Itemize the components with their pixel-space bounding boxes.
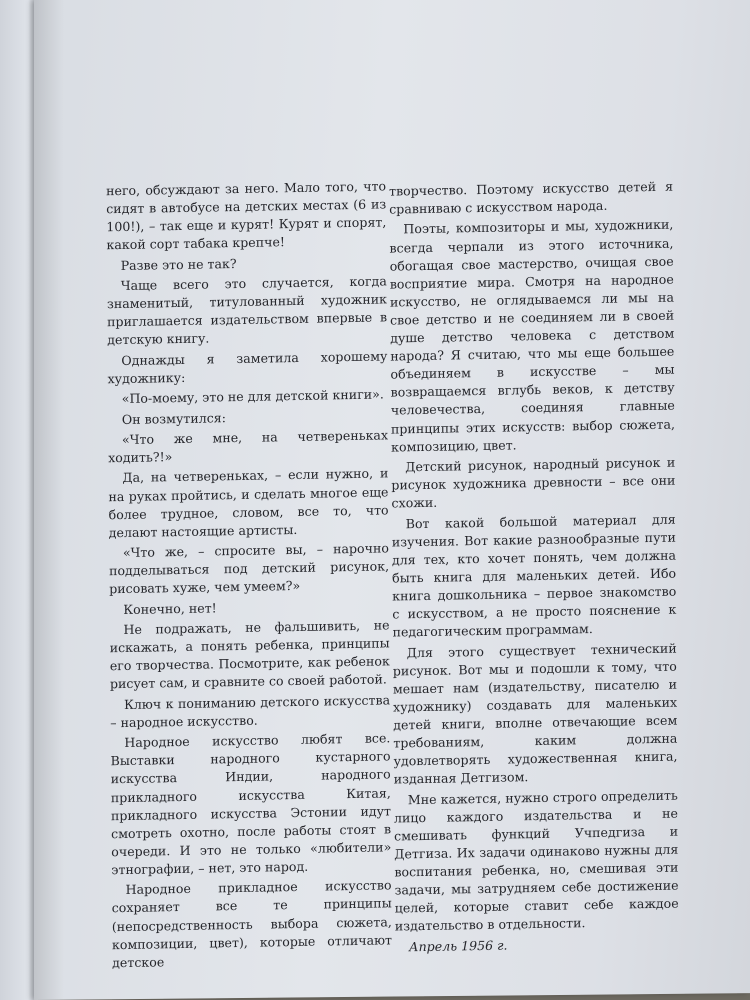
paragraph: Детский рисунок, народный рисунок и рисунок художника древности – все они схожи. — [391, 454, 676, 511]
paragraph: Народное искусство любят все. Выставки народного кустарного искусства Индии, народного прикладного искусства Китая, прикладного искусства Эстонии идут смотреть охотно, после работы стоят в очереди. И это не только «любители» этнографии, – нет, это народ. — [110, 730, 392, 878]
paragraph: Для этого существует технический рисунок. Вот мы и подошли к тому, что мешает нам (издательству, писателю и художнику) создавать для маленьких детей книги, вполне отвечающие всем требованиям, каким должна удовлетворять художественная книга, изданная Детгизом. — [392, 640, 678, 787]
text-column-right — [389, 178, 679, 959]
paragraph: него, обсуждают за него. Мало того, что сидят в автобусе на детских местах (6 из 100!), – так еще и курят! Курят и спорят, какой сорт табака крепче! — [106, 178, 387, 253]
paragraph: Он возмутился: — [121, 409, 226, 427]
paragraph: Народное прикладное искусство сохраняет все те принципы (непосредственность выбора сюжета, композиции, цвет), которые отличают детское — [111, 877, 393, 970]
paragraph: Ключ к пониманию детского искусства – народное искусство. — [110, 692, 391, 731]
paragraph: «Что же, – спросите вы, – нарочно подделываться под детский рисунок, рисовать хуже, чем умеем?» — [108, 540, 390, 597]
text-column-left — [106, 177, 392, 974]
signature-date: Апрель 1956 г. — [408, 937, 508, 954]
paragraph: Мне кажется, нужно строго определить лицо каждого издательства и не смешивать функций Учпедгиза и Детгиза. Их задачи одинаково нужны для воспитания ребенка, но, смешивая эти задачи, мы затрудняем себе достижение целей, которые ставит себе каждое издательство в отдельности. — [393, 787, 679, 934]
paragraph: Поэты, композиторы и мы, художники, всегда черпали из этого источника, обогащая свое мастерство, очищая свое восприятие мира. Смотря на народное искусство, не оглядываемся ли мы на свое детство и не соединяем ли в своей душе детство человека с детством народа? Я считаю, что мы еще большее объединяем в искусстве – мы возвращаемся вглубь веков, к детству человечества, соединяя главные принципы этих искусств: выбор сюжета, композицию, цвет. — [389, 217, 675, 455]
paragraph: Однажды я заметила хорошему художнику: — [107, 348, 388, 387]
paragraph: Да, на четвереньках, – если нужно, и на руках пройтись, и сделать многое еще более трудное, словом, все то, что делают настоящие артисты. — [108, 465, 389, 541]
page-gutter-shadow — [34, 0, 64, 1000]
paragraph: «Что же мне, на четвереньках ходить?!» — [108, 427, 389, 466]
paragraph: Вот какой большой материал для изучения. Вот какие разнообразные пути для тех, кто хочет понять, чем должна быть книга для маленьких детей. Ибо книга дошкольника – первое знакомство с искусством, а не просто пояснение к педагогическим программам. — [391, 511, 677, 640]
paragraph: Конечно, нет! — [123, 600, 217, 617]
paragraph: Разве это не так? — [120, 255, 237, 273]
book-page — [34, 0, 750, 1000]
paragraph: «По-моему, это не для детской книги». — [121, 386, 384, 407]
paragraph: творчество. Поэтому искусство детей я сравниваю с искусством народа. — [389, 178, 674, 217]
paragraph: Чаще всего это случается, когда знаменитый, титулованный художник приглашается издательством впервые в детскую книгу. — [106, 273, 388, 348]
previous-page-edge — [0, 0, 38, 1000]
paragraph: Не подражать, не фальшивить, не искажать, а понять ребенка, принципы его творчества. Посмотрите, как ребенок рисует сам, и сравните со своей работой. — [109, 617, 390, 692]
